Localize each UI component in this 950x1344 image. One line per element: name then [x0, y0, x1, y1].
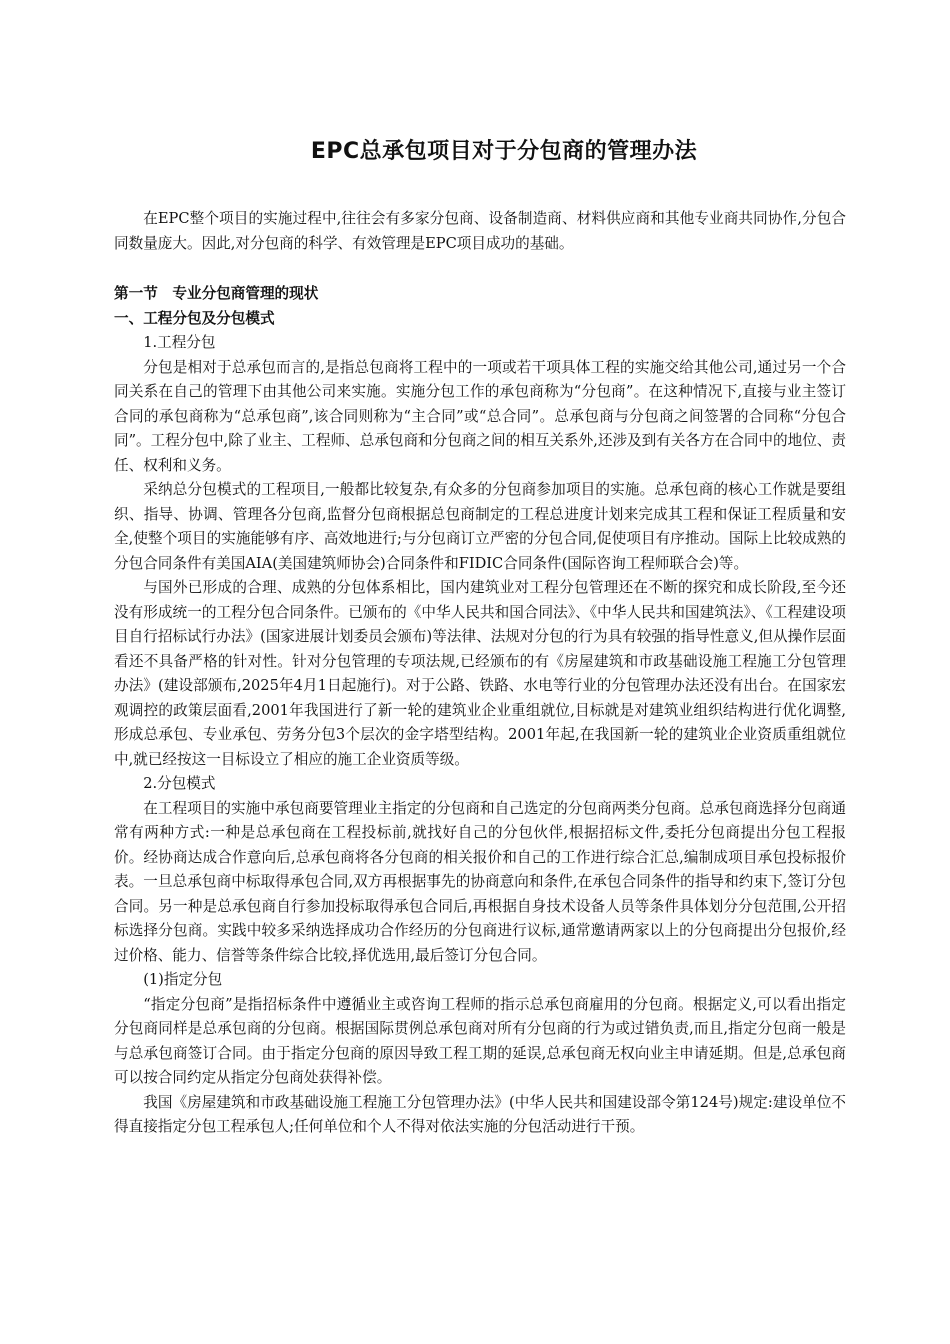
body-paragraph: “指定分包商”是指招标条件中遵循业主或咨询工程师的指示总承包商雇用的分包商。根据定义,可以看出指定分包商同样是总承包商的分包商。根据国际贯例总承包商对所有分包商的行为或过错负责,而且,指定分包商一般是与总承包商签订合同。由于指定分包商的原因导致工程工期的延误,总承包商无权向业主申请延期。但是,总承包商可以按合同约定从指定分包商处获得补偿。 [114, 995, 846, 1086]
body-paragraph: 与国外已形成的合理、成熟的分包体系相比，国内建筑业对工程分包管理还在不断的探究和成长阶段,至今还没有形成统一的工程分包合同条件。已颁布的《中华人民共和国合同法》、《中华人民共和国建筑法》、《工程建设项目自行招标试行办法》(国家进展计划委员会颁布)等法律、法规对分包的行为具有较强的指导性意义,但从操作层面看还不具备严格的针对性。针对分包管理的专项法规,已经颁布的有《房屋建筑和市政基础设施工程施工分包管理办法》(建设部颁布,2025年4月1日起施行)。对于公路、铁路、水电等行业的分包管理办法还没有出台。在国家宏观调控的政策层面看,2001年我国进行了新一轮的建筑业企业重组就位,目标就是对建筑业组织结构进行优化调整,形成总承包、专业承包、劳务分包3个层次的金字塔型结构。2001年起,在我国新一轮的建筑业企业资质重组就位中,就已经按这一目标设立了相应的施工企业资质等级。 [114, 579, 846, 768]
body-paragraph: 采纳总分包模式的工程项目,一般都比较复杂,有众多的分包商参加项目的实施。总承包商的核心工作就是要组织、指导、协调、管理各分包商,监督分包商根据总包商制定的工程总进度计划来完成其工程和保证工程质量和安全,使整个项目的实施能够有序、高效地进行;与分包商订立严密的分包合同,促使项目有序推动。国际上比较成熟的分包合同条件有美国AIA(美国建筑师协会)合同条件和FIDIC合同条件(国际咨询工程师联合会)等。 [114, 481, 846, 572]
intro-paragraph: 在EPC整个项目的实施过程中,往往会有多家分包商、设备制造商、材料供应商和其他专业商共同协作,分包合同数量庞大。因此,对分包商的科学、有效管理是EPC项目成功的基础。 [114, 210, 846, 252]
body-paragraph: 我国《房屋建筑和市政基础设施工程施工分包管理办法》(中华人民共和国建设部令第124号)规定:建设单位不得直接指定分包工程承包人;任何单位和个人不得对依法实施的分包活动进行干预。 [114, 1093, 846, 1135]
section-heading: 第一节 专业分包商管理的现状 [114, 285, 319, 302]
document-title: EPC总承包项目对于分包商的管理办法 [310, 139, 698, 164]
item-heading-engineering-subcontract: 1.工程分包 [143, 334, 216, 351]
item-heading-subcontract-mode: 2.分包模式 [143, 775, 216, 792]
item-heading-designated-subcontract: (1)指定分包 [143, 971, 223, 988]
body-paragraph: 分包是相对于总承包而言的,是指总包商将工程中的一项或若干项具体工程的实施交给其他公司,通过另一个合同关系在自己的管理下由其他公司来实施。实施分包工作的承包商称为“分包商”。在这种情况下,直接与业主签订合同的承包商称为“总承包商”,该合同则称为“主合同”或“总合同”。总承包商与分包商之间签署的合同称“分包合同”。工程分包中,除了业主、工程师、总承包商和分包商之间的相互关系外,还涉及到有关各方在合同中的地位、责任、权利和义务。 [114, 358, 846, 474]
body-paragraph: 在工程项目的实施中承包商要管理业主指定的分包商和自己选定的分包商两类分包商。总承包商选择分包商通常有两种方式:一种是总承包商在工程投标前,就找好自己的分包伙伴,根据招标文件,委托分包商提出分包工程报价。经协商达成合作意向后,总承包商将各分包商的相关报价和自己的工作进行综合汇总,编制成项目承包投标报价表。一旦总承包商中标取得承包合同,双方再根据事先的协商意向和条件,在承包合同条件的指导和约束下,签订分包合同。另一种是总承包商自行参加投标取得承包合同后,再根据自身技术设备人员等条件具体划分分包范围,公开招标选择分包商。实践中较多采纳选择成功合作经历的分包商进行议标,通常邀请两家以上的分包商提出分包报价,经过价格、能力、信誉等条件综合比较,择优选用,最后签订分包合同。 [114, 799, 846, 964]
document-page [114, 130, 846, 1140]
subsection-heading: 一、工程分包及分包模式 [114, 309, 275, 327]
